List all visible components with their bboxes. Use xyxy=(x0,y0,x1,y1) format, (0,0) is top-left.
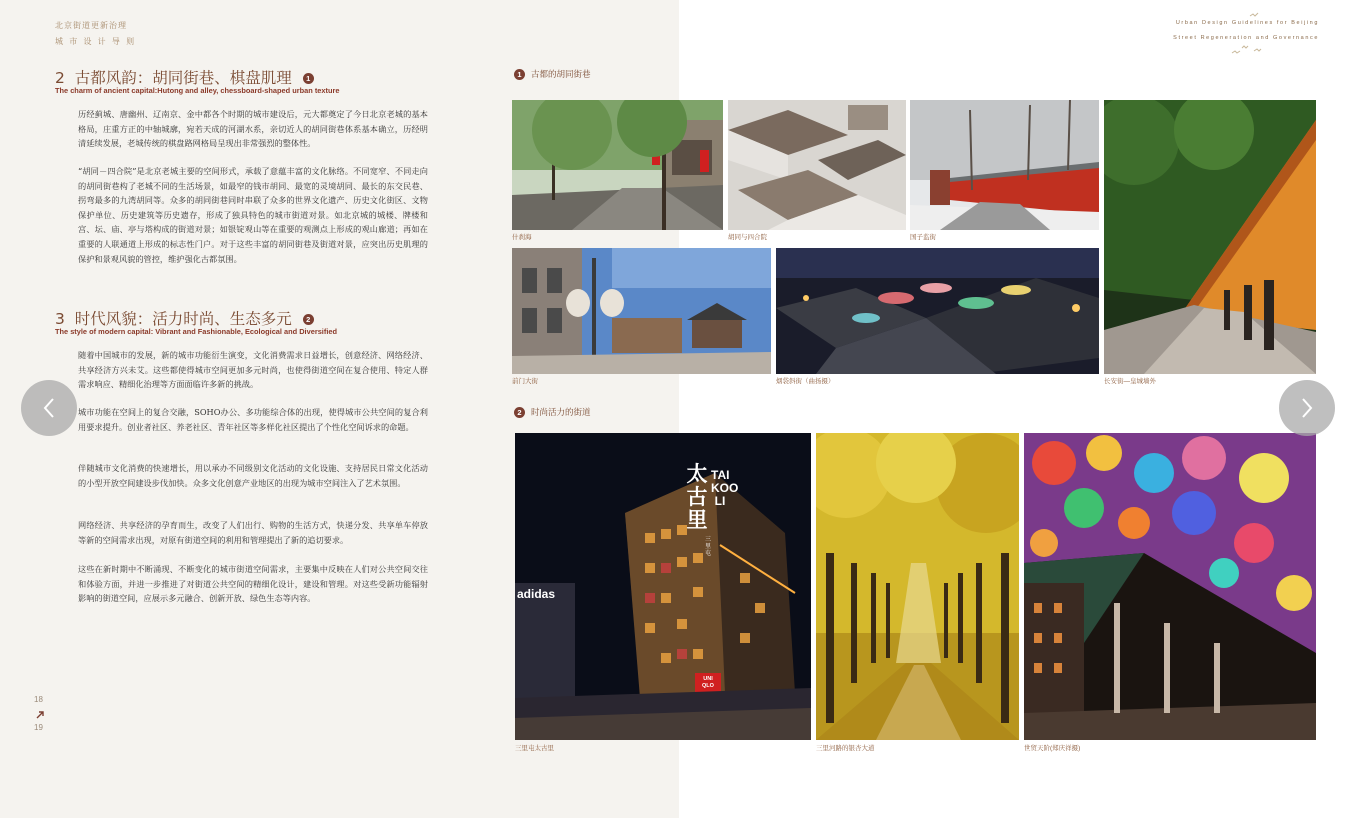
page-number-left: 18 xyxy=(34,695,43,704)
header-en-line1: Urban Design Guidelines for Beijing xyxy=(1175,20,1319,26)
section2-badge: 1 xyxy=(303,73,314,84)
section3-paragraph-4: 网络经济、共享经济的孕育而生，改变了人们出行、购物的生活方式，快递分发、共享单车停放等新的空间需求出现，对原有街道空间的利用和管理提出了新的追切要求。 xyxy=(78,520,428,545)
section3-number: 3 xyxy=(55,310,65,328)
section3-paragraph-5: 这些在新时期中不断涌现、不断变化的城市街道空间需求，主要集中反映在人们对公共空间交往和体验方面，并进一步推进了对街道公共空间的精细化设计，建设和管理。对这些受新功能辐射影响的街道空间，应展示多元融合、创新开放、绿色生态等内容。 xyxy=(78,564,428,604)
section3-paragraph-3: 伴随城市文化消费的快速增长，用以承办不同级别文化活动的文化设施、支持居民日常文化活动的小型开放空间建设步伐加快。众多文化创意产业地区的出现为城市空间注入了艺术氛围。 xyxy=(78,463,428,488)
photo-hutong xyxy=(728,100,906,230)
caption-shichahai: 什刹海 xyxy=(512,234,532,241)
photo-taikoo xyxy=(515,433,811,740)
photo-qianmen xyxy=(512,248,771,374)
gallery1-badge: 1 xyxy=(514,69,525,80)
taikoo-sign-en: TAI KOO LI xyxy=(711,468,739,508)
photo-yandai xyxy=(776,248,1099,374)
header-cn-line1: 北京街道更新治理 xyxy=(55,21,127,30)
caption-ginkgo: 三里河路的银杏大道 xyxy=(816,745,875,752)
photo-theplace xyxy=(1024,433,1316,740)
page-number-right: 19 xyxy=(34,723,43,732)
photo-ginkgo xyxy=(816,433,1019,740)
section2-title-text: 古都风韵：胡同街巷、棋盘肌理 xyxy=(74,69,292,87)
section3-title xyxy=(55,307,314,329)
taikoo-sign-small: 三里屯 xyxy=(705,537,712,557)
uniqlo-sign: UNI QLO xyxy=(702,676,714,689)
birds-icon xyxy=(1228,10,1268,56)
caption-qianmen: 前门大街 xyxy=(512,378,538,385)
section3-subtitle: The style of modern capital: Vibrant and Fashionable, Ecological and Diversified xyxy=(55,327,338,336)
section3-paragraph-2: 城市功能在空间上的复合交融，SOHO办公、多功能综合体的出现，使得城市公共空间的复合利用要求提升。创业者社区、养老社区、青年社区等多样化社区提出了个性化空间诉求的命题。 xyxy=(78,407,428,432)
section2-subtitle: The charm of ancient capital:Hutong and alley, chessboard-shaped urban texture xyxy=(55,86,340,95)
photo-guozijian xyxy=(910,100,1099,230)
section2-number: 2 xyxy=(55,69,65,87)
gallery2-title xyxy=(514,406,591,418)
adidas-sign: adidas xyxy=(517,587,556,601)
next-page-button[interactable] xyxy=(1279,380,1335,436)
header-en-line2: Street Regeneration and Governance xyxy=(1173,35,1319,41)
caption-taikoo: 三里屯太古里 xyxy=(515,745,554,752)
gallery2-badge: 2 xyxy=(514,407,525,418)
section3-title-text: 时代风貌：活力时尚、生态多元 xyxy=(74,310,292,328)
photo-changan xyxy=(1104,100,1316,374)
chevron-left-icon xyxy=(39,396,59,420)
section2-paragraph-1: 历经蓟城、唐幽州、辽南京、金中都各个时期的城市建设后，元大都奠定了今日北京老城的基本格局，庄重方正的中轴城廓，宛若天成的河湖水系，亲切近人的胡同街巷体系基本确立，历经明清延续发展，老城传统的棋盘路网格局呈现出非常强烈的整体性。 xyxy=(78,109,428,149)
taikoo-sign-cn: 太古里 xyxy=(686,463,708,532)
caption-guozijian: 国子监街 xyxy=(910,234,936,241)
arrow-icon xyxy=(35,710,45,720)
chevron-right-icon xyxy=(1297,396,1317,420)
section3-badge: 2 xyxy=(303,314,314,325)
photo-shichahai xyxy=(512,100,723,230)
caption-hutong: 胡同与四合院 xyxy=(728,234,767,241)
gallery1-title xyxy=(514,68,591,80)
caption-yandai: 烟袋斜街（曲扬摄） xyxy=(776,378,835,385)
prev-page-button[interactable] xyxy=(21,380,77,436)
gallery2-title-text: 时尚活力的街道 xyxy=(531,408,591,418)
caption-changan: 长安街—皇城墙外 xyxy=(1104,378,1156,385)
header-cn-line2: 城 市 设 计 导 则 xyxy=(55,37,137,46)
section2-title xyxy=(55,66,314,88)
section2-paragraph-2: “胡同－四合院”是北京老城主要的空间形式，承载了意蕴丰富的文化脉络。不同宽窄、不同走向的胡同街巷构了老城不同的生活场景，如最窄的钱市胡同、最宽的灵境胡同、最长的东交民巷、拐弯最多的九湾胡同等。众多的胡同街巷同时串联了众多的世界文化遗产、历史文化街区、文物保护单位、历史建筑等历史遗存，形成了独具特色的城市街道对景。如北京城的城楼、牌楼和宫、坛、庙、亭与塔构成的街道对景；如银锭观山等在重要的观测点上形成的观山廊道；再如在重要的人联通道上形成的标志性门户。对于这些丰富的胡同街巷及街道对景，应突出历史肌理的保护和景观风貌的管控，维护强化古都氛围。 xyxy=(78,166,428,264)
gallery1-title-text: 古都的胡同街巷 xyxy=(531,70,591,80)
caption-theplace: 世贸天阶(郑庆祥摄) xyxy=(1024,745,1081,752)
section3-paragraph-1: 随着中国城市的发展，新的城市功能衍生演变，文化消费需求日益增长，创意经济、网络经济、共享经济方兴未艾。这些都使得城市空间更加多元时尚，也使得街道空间在复合使用、特定人群需求响应、精细化治理等方面面临许多新的挑战。 xyxy=(78,350,428,390)
